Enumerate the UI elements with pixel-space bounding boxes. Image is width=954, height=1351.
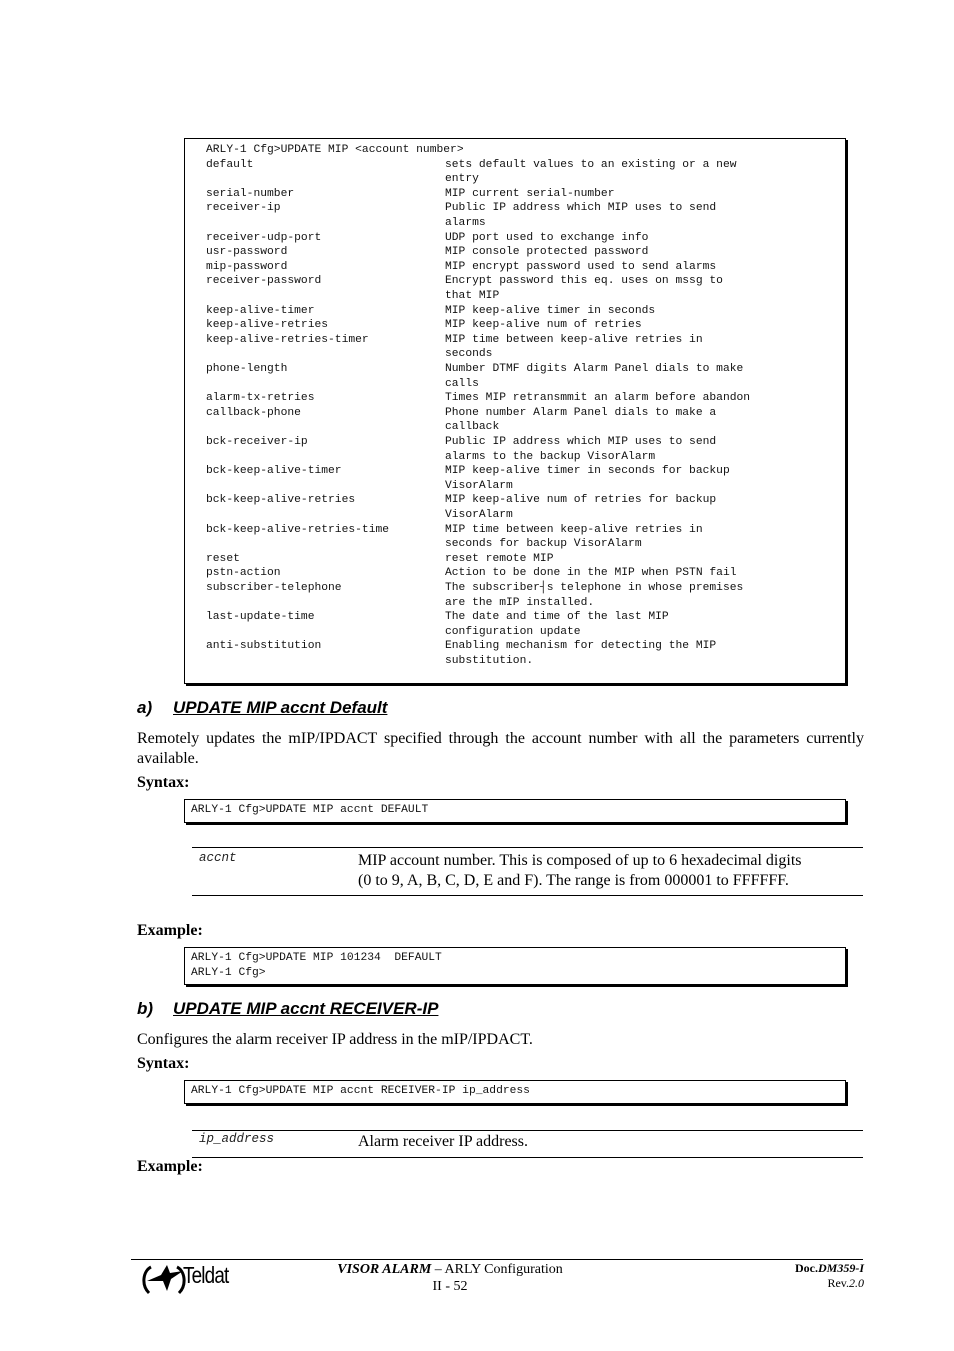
section-b-syntax-label: Syntax: — [137, 1055, 190, 1072]
section-b-heading — [137, 999, 837, 1021]
section-a-param-name: accnt — [199, 851, 237, 865]
section-b-paragraph: Configures the alarm receiver IP address in the mIP/IPDACT. — [137, 1031, 533, 1048]
footer-title-line — [300, 1261, 600, 1278]
footer-doc-prefix: Doc. — [794, 1261, 818, 1275]
command-description: seconds for backup VisorAlarm — [445, 538, 642, 551]
footer-rev-line — [700, 1276, 864, 1291]
command-description: Action to be done in the MIP when PSTN fail — [445, 567, 737, 580]
command-description: alarms — [445, 217, 486, 229]
command-description: Times MIP retransmmit an alarm before abandon — [445, 392, 751, 405]
section-b-syntax-box — [184, 1080, 846, 1104]
command-description: VisorAlarm — [445, 509, 513, 521]
command-description: MIP keep-alive timer in seconds — [445, 304, 656, 317]
command-help-box — [184, 138, 846, 684]
command-description: MIP time between keep-alive retries in — [445, 333, 703, 346]
command-description: MIP keep-alive timer in seconds for backup — [445, 465, 730, 478]
command-description: MIP keep-alive num of retries — [445, 319, 642, 332]
command-description: entry — [445, 173, 479, 186]
command-option: keep-alive-retries — [206, 319, 329, 332]
section-a-title: UPDATE MIP accnt Default — [173, 698, 388, 717]
section-a-syntax-label: Syntax: — [137, 774, 190, 791]
command-description: Public IP address which MIP uses to send — [445, 436, 717, 448]
command-option: pstn-action — [206, 567, 281, 580]
command-description: substitution. — [445, 655, 534, 667]
command-description: Public IP address which MIP uses to send — [445, 202, 717, 215]
command-description: MIP current serial-number — [445, 187, 615, 200]
command-option: serial-number — [206, 187, 295, 200]
command-description: sets default values to an existing or a new — [445, 158, 737, 171]
command-option: bck-keep-alive-retries — [206, 494, 356, 507]
command-option: keep-alive-timer — [206, 304, 315, 317]
footer-page-number: II - 52 — [432, 1279, 468, 1294]
section-b-example-label: Example: — [137, 1158, 203, 1175]
command-option: usr-password — [206, 246, 288, 259]
teldat-bird-icon — [137, 1261, 189, 1297]
command-description: are the mIP installed. — [445, 596, 595, 609]
command-option: alarm-tx-retries — [206, 392, 315, 405]
footer-doc-info — [700, 1261, 864, 1291]
footer-doc-line — [700, 1261, 864, 1276]
teldat-logo-text: Teldat — [183, 1262, 229, 1288]
teldat-logo — [137, 1261, 237, 1297]
section-a-heading — [137, 698, 837, 720]
command-description: UDP port used to exchange info — [445, 231, 649, 244]
section-b-param-table — [192, 1130, 863, 1158]
section-a-syntax-box — [184, 799, 846, 823]
command-option: receiver-password — [206, 275, 322, 288]
command-option: keep-alive-retries-timer — [206, 333, 369, 346]
command-description: alarms to the backup VisorAlarm — [445, 450, 656, 463]
command-option: reset — [206, 552, 240, 565]
command-option: callback-phone — [206, 406, 301, 419]
command-description: callback — [445, 421, 500, 434]
command-option: subscriber-telephone — [206, 582, 342, 594]
command-option: receiver-ip — [206, 202, 281, 215]
command-description: reset remote MIP — [445, 552, 554, 565]
command-option: phone-length — [206, 363, 288, 375]
command-description: MIP keep-alive num of retries for backup — [445, 494, 717, 507]
command-description: The subscriber┤s telephone in whose premises — [445, 582, 744, 594]
command-description: VisorAlarm — [445, 479, 513, 492]
section-a-example-label: Example: — [137, 922, 203, 939]
section-b-title: UPDATE MIP accnt RECEIVER-IP — [173, 999, 439, 1018]
command-description: Number DTMF digits Alarm Panel dials to make — [445, 363, 744, 375]
command-description: MIP encrypt password used to send alarms — [445, 260, 717, 273]
command-option: receiver-udp-port — [206, 231, 322, 244]
footer-doc-id: DM359-I — [817, 1261, 864, 1275]
section-a-param-desc-line1: MIP account number. This is composed of up to 6 hexadecimal digits — [358, 852, 802, 869]
command-option: default — [206, 158, 254, 171]
command-option: anti-substitution — [206, 640, 322, 653]
section-a-param-desc-line2: (0 to 9, A, B, C, D, E and F). The range is from 000001 to FFFFFF. — [358, 872, 789, 889]
section-a-param-desc — [358, 851, 863, 891]
command-description: calls — [445, 377, 479, 390]
command-option: bck-keep-alive-retries-time — [206, 523, 390, 536]
section-b-syntax-code: ARLY-1 Cfg>UPDATE MIP accnt RECEIVER-IP ip_address — [191, 1085, 530, 1097]
section-a-example-line-1: ARLY-1 Cfg>UPDATE MIP 101234 DEFAULT — [191, 952, 442, 964]
command-description: MIP console protected password — [445, 246, 649, 259]
section-b-letter: b) — [137, 999, 154, 1018]
section-a-example-line-2: ARLY-1 Cfg> — [191, 967, 266, 979]
command-option: bck-receiver-ip — [206, 436, 308, 448]
footer-rule — [131, 1259, 863, 1260]
command-option: last-update-time — [206, 611, 315, 624]
command-description: Phone number Alarm Panel dials to make a — [445, 406, 717, 419]
command-description: MIP time between keep-alive retries in — [445, 523, 703, 536]
footer-rev-prefix: Rev. — [827, 1276, 849, 1290]
section-a-param-table — [192, 847, 863, 896]
command-description: Enabling mechanism for detecting the MIP — [445, 640, 717, 653]
command-help-header: ARLY-1 Cfg>UPDATE MIP <account number> — [206, 144, 464, 156]
section-a-letter: a) — [137, 698, 153, 717]
section-a-example-box — [184, 947, 846, 985]
command-description: configuration update — [445, 625, 581, 638]
command-option: bck-keep-alive-timer — [206, 465, 342, 478]
footer-product: VISOR ALARM — [337, 1262, 432, 1277]
section-a-paragraph: Remotely updates the mIP/IPDACT specified through the account number with all the parameters currently available. — [137, 730, 864, 767]
section-b-param-desc: Alarm receiver IP address. — [358, 1133, 528, 1150]
section-a-syntax-code: ARLY-1 Cfg>UPDATE MIP accnt DEFAULT — [191, 804, 429, 816]
footer-subtitle: – ARLY Configuration — [431, 1262, 563, 1277]
command-description: Encrypt password this eq. uses on mssg to — [445, 275, 723, 288]
footer-rev: 2.0 — [849, 1276, 864, 1290]
command-option: mip-password — [206, 260, 288, 273]
footer-title — [300, 1261, 600, 1295]
command-description: seconds — [445, 348, 493, 361]
section-b-param-name: ip_address — [199, 1132, 275, 1146]
command-description: that MIP — [445, 290, 500, 302]
command-description: The date and time of the last MIP — [445, 611, 669, 624]
